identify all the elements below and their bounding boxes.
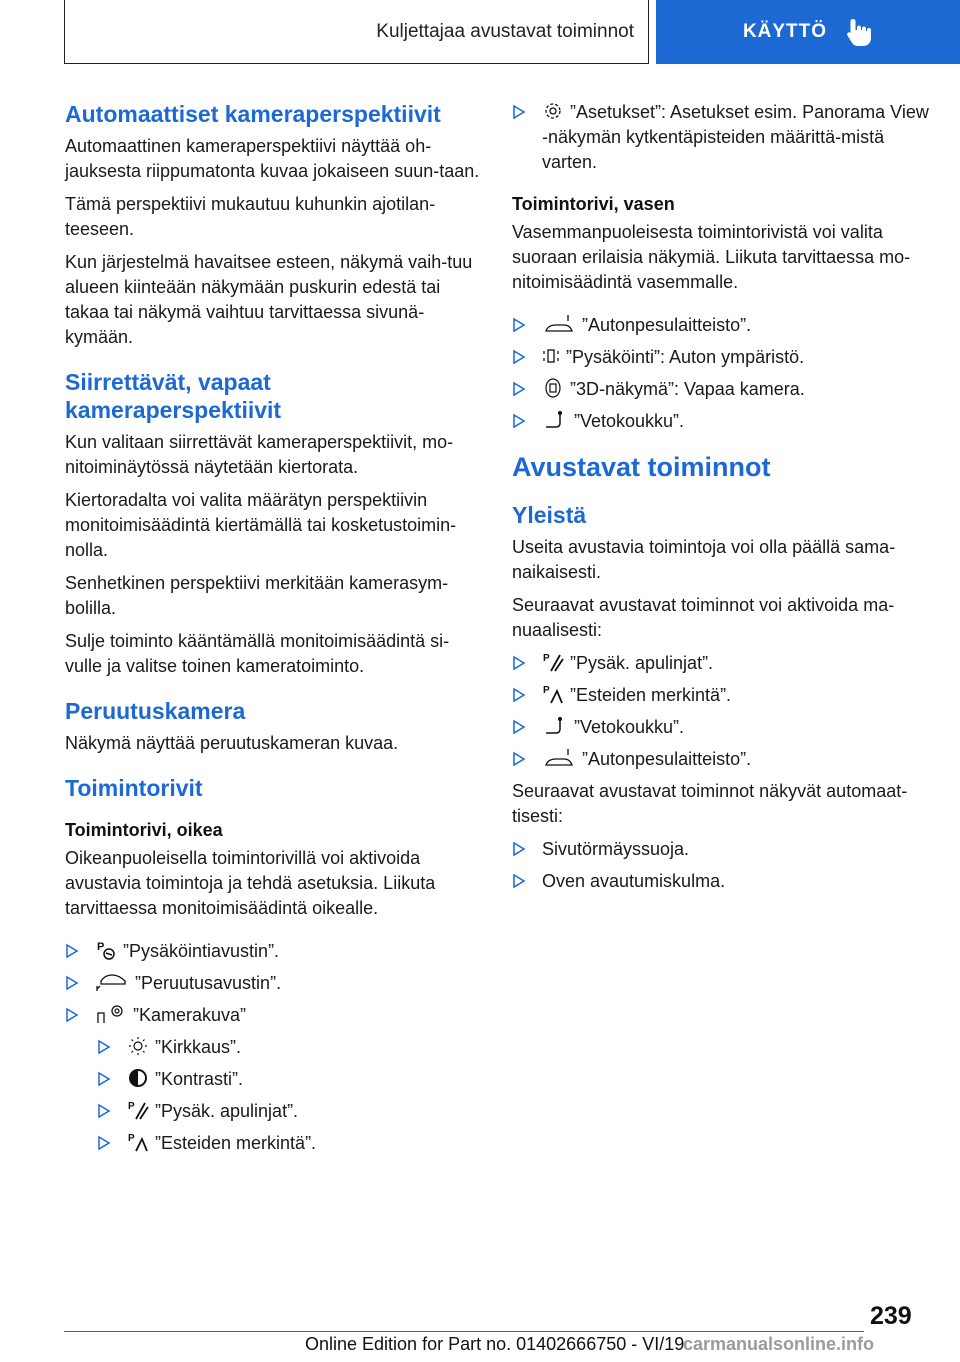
list-item: P ”Esteiden merkintä”.: [512, 683, 932, 708]
header-chapter-box: [656, 0, 960, 64]
list-item: ”Asetukset”: Asetukset esim. Panorama View -näkymän kytkentäpisteiden määrittä-mistä varten.: [512, 100, 932, 175]
triangle-bullet-icon: [512, 381, 526, 397]
svg-text:P: P: [543, 653, 550, 664]
subheading-function-bar-left: Toimintorivi, vasen: [512, 194, 675, 214]
header-section-box: [64, 0, 649, 64]
paragraph: Näkymä näyttää peruutuskameran kuvaa.: [65, 733, 399, 753]
parking-assistant-icon: [95, 939, 117, 961]
parking-guide-lines-icon: [127, 1099, 149, 1121]
brightness-icon: [127, 1035, 149, 1057]
car-wash-icon: [542, 747, 576, 769]
triangle-bullet-icon: [65, 943, 79, 959]
list-settings: [512, 100, 932, 175]
heading-function-bars: Toimintorivit: [65, 775, 203, 801]
paragraph: Tämä perspektiivi mukautuu kuhunkin ajotilan-teeseen.: [65, 194, 436, 239]
list-item: P ”Pysäk. apulinjat”.: [512, 651, 932, 676]
svg-text:P: P: [128, 1133, 135, 1144]
footer-divider: [64, 1331, 864, 1332]
obstacle-marking-icon: [542, 683, 564, 705]
paragraph: Seuraavat avustavat toiminnot näkyvät automaat-tisesti:: [512, 781, 908, 826]
list-item: P ”Pysäköintiavustin”.: [65, 939, 480, 964]
triangle-bullet-icon: [97, 1039, 111, 1055]
triangle-bullet-icon: [512, 413, 526, 429]
list-item: ”Peruutusavustin”.: [65, 971, 480, 996]
paragraph: Useita avustavia toimintoja voi olla päällä sama-naikaisesti.: [512, 537, 896, 582]
camera-settings-icon: [95, 1003, 127, 1025]
list-item: ”Vetokoukku”.: [512, 409, 932, 434]
paragraph: Kiertoradalta voi valita määrätyn perspektiivin monitoimisäädintä kiertämällä tai kosketustoimin-nolla.: [65, 490, 457, 560]
triangle-bullet-icon: [65, 975, 79, 991]
paragraph: Kun järjestelmä havaitsee esteen, näkymä vaih-tuu alueen kiinteään näkymään puskurin edestä tai takaa tai näkymä vaihtuu tarvittaessa sivunä-kymään.: [65, 252, 473, 347]
list-camera-subitems: [65, 1035, 480, 1156]
list-item: P ”Pysäk. apulinjat”.: [65, 1099, 480, 1124]
list-manual-functions: [512, 651, 932, 772]
tow-hitch-icon: [542, 715, 568, 737]
triangle-bullet-icon: [512, 655, 526, 671]
triangle-bullet-icon: [97, 1135, 111, 1151]
triangle-bullet-icon: [512, 349, 526, 365]
list-item: ”Kontrasti”.: [65, 1067, 480, 1092]
left-column: [65, 100, 480, 1163]
triangle-bullet-icon: [512, 687, 526, 703]
header-chapter-title: KÄYTTÖ: [742, 21, 828, 42]
heading-free-perspectives: Siirrettävät, vapaat kameraperspektiivit: [65, 369, 282, 423]
triangle-bullet-icon: [512, 317, 526, 333]
watermark: carmanualsonline.info: [683, 1334, 875, 1354]
heading-assist-functions: Avustavat toiminnot: [512, 452, 771, 482]
heading-automatic-perspectives: Automaattiset kameraperspektiivit: [65, 101, 441, 127]
svg-text:P: P: [543, 685, 550, 696]
heading-general: Yleistä: [512, 502, 587, 528]
3d-view-icon: [542, 377, 564, 399]
triangle-bullet-icon: [512, 104, 526, 120]
list-item: Oven avautumiskulma.: [512, 869, 932, 894]
footer-edition: Online Edition for Part no. 01402666750 - VI/19: [305, 1334, 685, 1354]
parking-guide-lines-icon: [542, 651, 564, 673]
triangle-bullet-icon: [97, 1103, 111, 1119]
car-wash-icon: [542, 313, 576, 335]
header-section-title: Kuljettajaa avustavat toiminnot: [376, 20, 634, 42]
paragraph: Sulje toiminto kääntämällä monitoimisäädintä si-vulle ja valitse toinen kameratoiminto.: [65, 631, 450, 676]
triangle-bullet-icon: [512, 719, 526, 735]
list-item: P ”Esteiden merkintä”.: [65, 1131, 480, 1156]
list-item: ”Autonpesulaitteisto”.: [512, 747, 932, 772]
obstacle-marking-icon: [127, 1131, 149, 1153]
triangle-bullet-icon: [65, 1007, 79, 1023]
paragraph: Oikeanpuoleisella toimintorivillä voi aktivoida avustavia toimintoja ja tehdä asetuksia. Liikuta tarvittaessa monitoimisäädintä oikealle.: [65, 848, 436, 918]
right-column: [512, 100, 932, 901]
list-right-bar: [65, 939, 480, 1028]
list-left-bar: [512, 313, 932, 434]
paragraph: Senhetkinen perspektiivi merkitään kamerasym-bolilla.: [65, 573, 449, 618]
list-item: ”Pysäköinti”: Auton ympäristö.: [512, 345, 932, 370]
paragraph: Vasemmanpuoleisesta toimintorivistä voi valita suoraan erilaisia näkymiä. Liikuta tarvittaessa mo-nitoimisäädintä vasemmalle.: [512, 222, 911, 292]
parking-surroundings-icon: [542, 345, 560, 367]
paragraph: Automaattinen kameraperspektiivi näyttää oh-jauksesta riippumatonta kuvaa jokaiseen suun-taan.: [65, 136, 480, 181]
tow-hitch-icon: [542, 409, 568, 431]
list-auto-functions: [512, 837, 932, 894]
list-item: ”Vetokoukku”.: [512, 715, 932, 740]
page-number: 239: [870, 1302, 912, 1330]
triangle-bullet-icon: [512, 841, 526, 857]
subheading-function-bar-right: Toimintorivi, oikea: [65, 820, 223, 840]
paragraph: Seuraavat avustavat toiminnot voi aktivoida ma-nuaalisesti:: [512, 595, 895, 640]
list-item: ”Kamerakuva”: [65, 1003, 480, 1028]
list-item: ”3D-näkymä”: Vapaa kamera.: [512, 377, 932, 402]
triangle-bullet-icon: [512, 873, 526, 889]
gear-icon: [542, 100, 564, 122]
reversing-assistant-icon: [95, 971, 129, 993]
heading-rear-camera: Peruutuskamera: [65, 698, 246, 724]
svg-text:P: P: [97, 941, 105, 953]
list-item: Sivutörmäyssuoja.: [512, 837, 932, 862]
contrast-icon: [127, 1067, 149, 1089]
triangle-bullet-icon: [97, 1071, 111, 1087]
svg-text:P: P: [128, 1101, 135, 1112]
list-item: ”Kirkkaus”.: [65, 1035, 480, 1060]
triangle-bullet-icon: [512, 751, 526, 767]
list-item: ”Autonpesulaitteisto”.: [512, 313, 932, 338]
paragraph: Kun valitaan siirrettävät kameraperspektiivit, mo-nitoiminäytössä näytetään kiertorata.: [65, 432, 454, 477]
hand-pointer-icon: [845, 17, 873, 47]
